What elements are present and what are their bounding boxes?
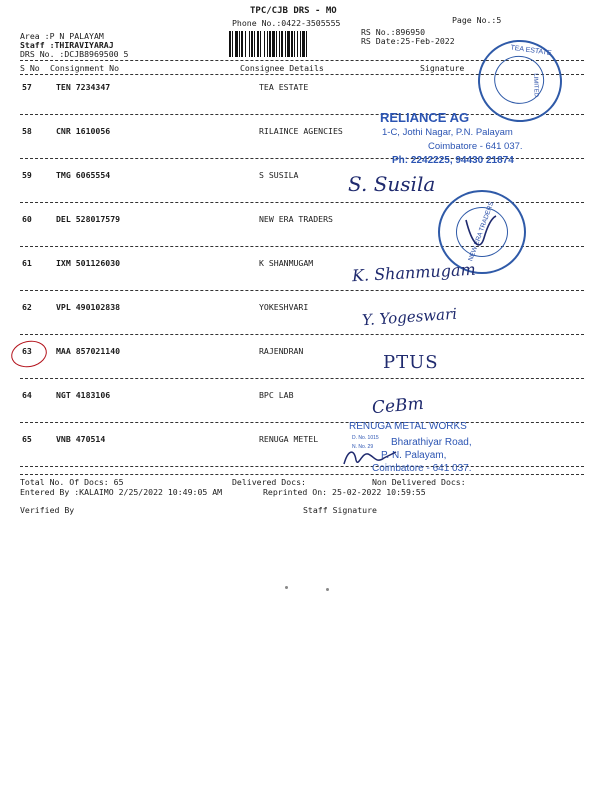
row-consignee: BPC LAB — [259, 390, 294, 400]
row-consignment-no: VNB 470514 — [56, 434, 106, 444]
row-divider — [20, 378, 584, 379]
signature-yogeswari: Y. Yogeswari — [361, 304, 458, 330]
row-sno: 60 — [22, 214, 32, 224]
seal-text: TEA ESTATE — [510, 44, 552, 58]
rs-date: RS Date:25-Feb-2022 — [361, 36, 455, 46]
phone-number: Phone No.:0422-3505555 — [232, 18, 341, 28]
signature-scribble-icon — [340, 444, 400, 470]
staff-signature: Staff Signature — [303, 505, 377, 515]
rs-number: RS No.:896950 — [361, 27, 426, 37]
row-consignee: RAJENDRAN — [259, 346, 304, 356]
row-consignment-no: TMG 6065554 — [56, 170, 111, 180]
seal-text: LIMITED — [531, 73, 539, 98]
row-divider — [20, 334, 584, 335]
scan-speck — [326, 588, 329, 591]
renuga-stamp-address: Bharathiyar Road, — [391, 437, 472, 448]
renuga-stamp-no: N. No. 29 — [352, 444, 374, 450]
reliance-stamp-phone: Ph: 2242225, 94430 21874 — [392, 155, 514, 166]
circle-mark-icon — [9, 338, 50, 371]
reliance-stamp-city: Coimbatore - 641 037. — [428, 141, 523, 152]
row-consignee: S SUSILA — [259, 170, 299, 180]
area-label: Area :P N PALAYAM — [20, 31, 104, 41]
row-consignee: K SHANMUGAM — [259, 258, 314, 268]
row-divider — [20, 290, 584, 291]
reliance-stamp-name: RELIANCE AG — [380, 110, 470, 125]
total-docs: Total No. Of Docs: 65 — [20, 477, 124, 487]
document-title: TPC/CJB DRS - MO — [250, 6, 337, 16]
renuga-stamp-door: D. No. 1015 — [352, 435, 379, 441]
row-divider — [20, 422, 584, 423]
column-signature: Signature — [420, 63, 465, 73]
row-consignment-no: VPL 490102838 — [56, 302, 121, 312]
row-consignee: NEW ERA TRADERS — [259, 214, 333, 224]
signature-scribble-icon — [462, 214, 502, 254]
row-consignment-no: MAA 857021140 — [56, 346, 121, 356]
delivered-docs: Delivered Docs: — [232, 477, 306, 487]
column-sno: S No — [20, 63, 40, 73]
reprinted-on: Reprinted On: 25-02-2022 10:59:55 — [263, 487, 426, 497]
row-consignment-no: CNR 1610056 — [56, 126, 111, 136]
row-consignee: YOKESHVARI — [259, 302, 309, 312]
entered-by: Entered By :KALAIMO 2/25/2022 10:49:05 AM — [20, 487, 223, 497]
row-sno: 57 — [22, 82, 32, 92]
row-consignment-no: NGT 4183106 — [56, 390, 111, 400]
drs-number: DRS No. :DCJB8969500 5 — [20, 49, 129, 59]
renuga-stamp-area: P. N. Palayam, — [381, 450, 447, 461]
row-consignee: RILAINCE AGENCIES — [259, 126, 343, 136]
row-sno: 64 — [22, 390, 32, 400]
row-sno: 58 — [22, 126, 32, 136]
row-consignee: TEA ESTATE — [259, 82, 309, 92]
row-sno: 62 — [22, 302, 32, 312]
signature-susila: S. Susila — [348, 172, 436, 196]
row-sno: 65 — [22, 434, 32, 444]
seal-text: NEW ERA TRADERS — [467, 200, 496, 263]
non-delivered-docs: Non Delivered Docs: — [372, 477, 466, 487]
page-number: Page No.:5 — [452, 15, 502, 25]
column-consignment-no: Consignment No — [50, 63, 120, 73]
signature-shanmugam: K. Shanmugam — [351, 259, 477, 286]
row-sno: 59 — [22, 170, 32, 180]
row-consignment-no: IXM 501126030 — [56, 258, 121, 268]
row-sno: 63 — [22, 346, 32, 356]
row-consignee: RENUGA METEL — [259, 434, 319, 444]
row-consignment-no: DEL 528017579 — [56, 214, 121, 224]
staff-label: Staff :THIRAVIYARAJ — [20, 40, 114, 50]
verified-by: Verified By — [20, 505, 75, 515]
signature-bpc-lab: CeBm — [371, 393, 425, 419]
row-sno: 61 — [22, 258, 32, 268]
signature-row63: PTUS — [383, 352, 439, 373]
row-consignment-no: TEN 7234347 — [56, 82, 111, 92]
scan-speck — [285, 586, 288, 589]
renuga-stamp-city: Coimbatore - 641 037. — [372, 463, 472, 474]
barcode-icon — [229, 31, 353, 57]
row-divider — [20, 466, 584, 467]
renuga-stamp-name: RENUGA METAL WORKS — [349, 421, 467, 432]
column-consignee-details: Consignee Details — [240, 63, 324, 73]
divider — [20, 474, 584, 475]
reliance-stamp-address: 1-C, Jothi Nagar, P.N. Palayam — [382, 127, 513, 138]
